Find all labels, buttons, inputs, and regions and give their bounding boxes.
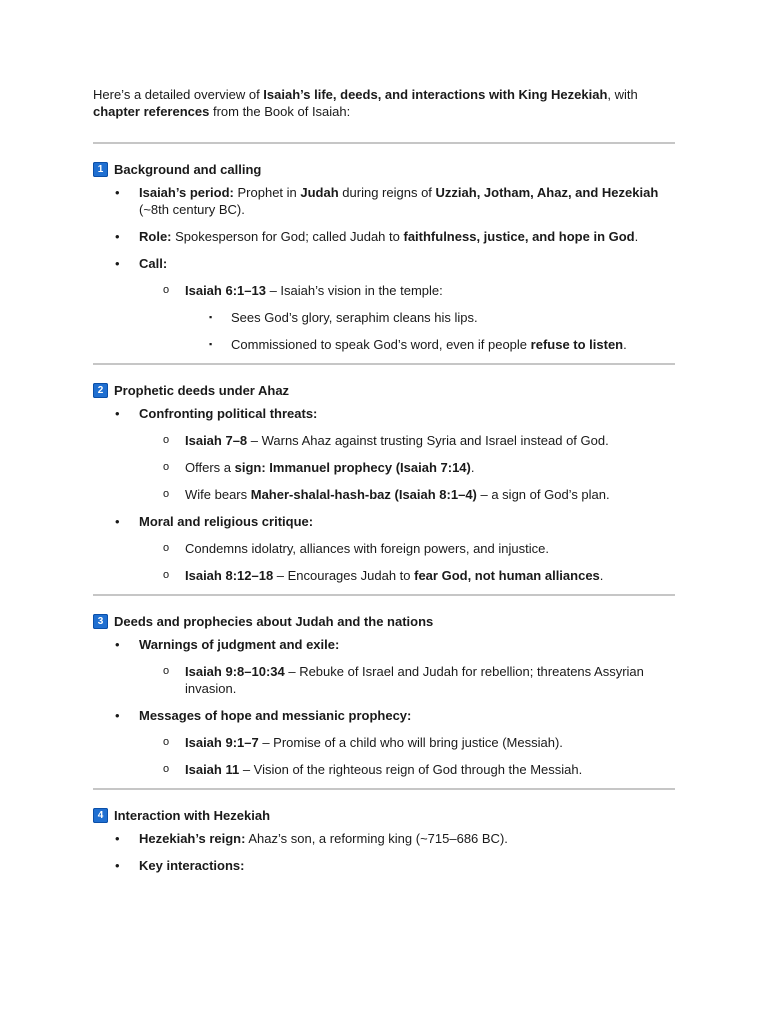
section-title: Interaction with Hezekiah — [114, 807, 271, 823]
item-bold: Maher-shalal-hash-baz (Isaiah 8:1–4) — [250, 487, 477, 502]
circle-bullet-icon: o — [163, 763, 170, 775]
bullet-icon: • — [115, 406, 120, 421]
item-text: – Vision of the righteous reign of God through the Messiah. — [239, 762, 583, 777]
item-text: – Warns Ahaz against trusting Syria and Israel instead of God. — [247, 433, 609, 448]
circle-bullet-icon: o — [163, 434, 170, 446]
item-label: Call: — [139, 256, 168, 271]
square-bullet-icon: ▪ — [209, 312, 213, 322]
item-text: – Rebuke of Israel and Judah for rebellion; threatens Assyrian invasion. — [185, 664, 644, 696]
list-item — [93, 636, 675, 697]
item-text: Spokesperson for God; called Judah to — [171, 229, 404, 244]
sub-list — [139, 432, 675, 503]
circle-bullet-icon: o — [163, 736, 170, 748]
item-text: . — [470, 460, 475, 475]
section-title: Prophetic deeds under Ahaz — [114, 382, 290, 398]
item-ref: Isaiah 8:12–18 — [185, 568, 274, 583]
bullet-list — [93, 636, 675, 778]
list-item — [93, 432, 675, 449]
list-item — [93, 405, 675, 503]
item-bold: faithfulness, justice, and hope in God — [403, 229, 635, 244]
section-heading — [93, 158, 675, 180]
bullet-list — [93, 184, 675, 353]
bullet-list — [93, 830, 675, 874]
item-ref: Isaiah 11 — [185, 762, 240, 777]
item-bold: Uzziah, Jotham, Ahaz, and Hezekiah — [435, 185, 659, 200]
item-text: . — [599, 568, 604, 583]
intro-paragraph — [93, 86, 675, 120]
item-text: Commissioned to speak God’s word, even if people — [231, 337, 531, 352]
square-bullet-icon: ▪ — [209, 339, 213, 349]
document-page — [93, 86, 675, 884]
circle-bullet-icon: o — [163, 665, 170, 677]
section-heading — [93, 804, 675, 826]
list-item — [93, 857, 675, 874]
item-text: – a sign of God’s plan. — [476, 487, 610, 502]
sub-list — [139, 734, 675, 778]
section-heading — [93, 379, 675, 401]
list-item — [93, 830, 675, 847]
circle-bullet-icon: o — [163, 569, 170, 581]
item-label: Confronting political threats: — [139, 406, 318, 421]
item-label: Key interactions: — [139, 858, 245, 873]
item-bold: refuse to listen — [530, 337, 624, 352]
bullet-icon: • — [115, 858, 120, 873]
sub-list — [139, 540, 675, 584]
section-hezekiah — [93, 790, 675, 874]
item-text: Sees God’s glory, seraphim cleans his lips. — [231, 310, 478, 325]
item-text: . — [634, 229, 639, 244]
sub-list — [139, 282, 675, 353]
item-bold: sign: Immanuel prophecy (Isaiah 7:14) — [234, 460, 471, 475]
number-badge-icon: 2 — [93, 383, 108, 398]
bullet-icon: • — [115, 256, 120, 271]
list-item — [93, 309, 675, 326]
list-item — [93, 567, 675, 584]
item-text: Condemns idolatry, alliances with foreign powers, and injustice. — [185, 541, 549, 556]
section-heading — [93, 610, 675, 632]
bullet-list — [93, 405, 675, 584]
bullet-icon: • — [115, 229, 120, 244]
item-ref: Isaiah 9:1–7 — [185, 735, 259, 750]
section-title: Deeds and prophecies about Judah and the nations — [114, 613, 434, 629]
sub-sub-list — [185, 309, 675, 353]
item-text: Offers a — [185, 460, 235, 475]
bullet-icon: • — [115, 185, 120, 200]
circle-bullet-icon: o — [163, 284, 170, 296]
item-ref: Isaiah 7–8 — [185, 433, 248, 448]
number-badge-icon: 1 — [93, 162, 108, 177]
list-item — [93, 459, 675, 476]
item-text: . — [623, 337, 627, 352]
number-badge-icon: 3 — [93, 614, 108, 629]
intro-text: from the Book of Isaiah: — [209, 104, 351, 119]
item-label: Hezekiah’s reign: — [139, 831, 246, 846]
bullet-icon: • — [115, 637, 120, 652]
list-item — [93, 540, 675, 557]
list-item — [93, 663, 675, 697]
list-item — [93, 734, 675, 751]
item-bold: fear God, not human alliances — [414, 568, 600, 583]
section-title: Background and calling — [114, 161, 262, 177]
item-text: Ahaz’s son, a reforming king (~715–686 BC). — [245, 831, 508, 846]
section-judah-nations — [93, 596, 675, 778]
intro-text: Here’s a detailed overview of — [93, 87, 264, 102]
item-text: Wife bears — [185, 487, 251, 502]
item-label: Isaiah’s period: — [139, 185, 234, 200]
number-badge-icon: 4 — [93, 808, 108, 823]
item-bold: Judah — [300, 185, 339, 200]
list-item — [93, 228, 675, 245]
item-text: – Isaiah’s vision in the temple: — [265, 283, 443, 298]
item-ref: Isaiah 6:1–13 — [185, 283, 266, 298]
item-label: Role: — [139, 229, 172, 244]
section-ahaz — [93, 365, 675, 584]
list-item — [93, 761, 675, 778]
bullet-icon: • — [115, 514, 120, 529]
circle-bullet-icon: o — [163, 488, 170, 500]
item-text: (~8th century BC). — [139, 202, 245, 217]
list-item — [93, 282, 675, 353]
circle-bullet-icon: o — [163, 542, 170, 554]
list-item — [93, 336, 675, 353]
section-background — [93, 144, 675, 353]
item-ref: Isaiah 9:8–10:34 — [185, 664, 285, 679]
item-label: Warnings of judgment and exile: — [139, 637, 340, 652]
item-text: – Promise of a child who will bring justice (Messiah). — [258, 735, 563, 750]
item-text: Prophet in — [233, 185, 301, 200]
list-item — [93, 513, 675, 584]
item-text: during reigns of — [338, 185, 436, 200]
item-label: Messages of hope and messianic prophecy: — [139, 708, 412, 723]
intro-bold-topic: Isaiah’s life, deeds, and interactions with King Hezekiah — [263, 87, 608, 102]
bullet-icon: • — [115, 831, 120, 846]
intro-bold-refs: chapter references — [93, 104, 210, 119]
list-item — [93, 707, 675, 778]
circle-bullet-icon: o — [163, 461, 170, 473]
intro-text: , with — [607, 87, 638, 102]
sub-list — [139, 663, 675, 697]
list-item — [93, 184, 675, 218]
item-text: – Encourages Judah to — [273, 568, 415, 583]
list-item — [93, 255, 675, 353]
item-label: Moral and religious critique: — [139, 514, 314, 529]
bullet-icon: • — [115, 708, 120, 723]
list-item — [93, 486, 675, 503]
